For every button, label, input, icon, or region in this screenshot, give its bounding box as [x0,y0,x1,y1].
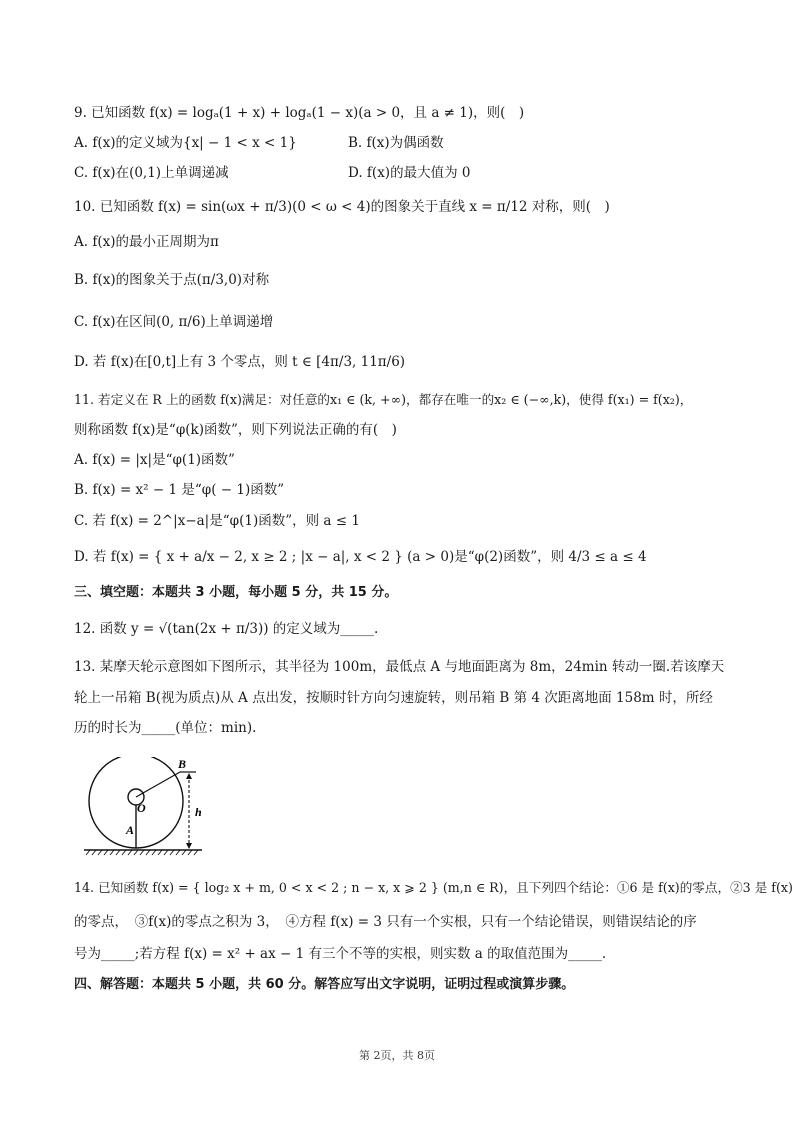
line-q12: 12. 函数 y = √(tan(2x + π/3)) 的定义域为_____. [74,621,379,637]
line-q11-c: C. 若 f(x) = 2^|x−a|是“φ(1)函数”，则 a ≤ 1 [74,513,360,529]
line-q10-c: C. f(x)在区间(0, π/6)上单调递增 [74,314,274,330]
label-a: A [126,823,135,837]
line-q11-cont: 则称函数 f(x)是“φ(k)函数”，则下列说法正确的有( ) [74,422,397,438]
line-q11-a: A. f(x) = |x|是“φ(1)函数” [74,452,235,468]
line-q10-b: B. f(x)的图象关于点(π/3,0)对称 [74,272,270,288]
line-q9-d: D. f(x)的最大值为 0 [348,165,471,181]
line-q9-c: C. f(x)在(0,1)上单调递减 [74,165,229,181]
ferris-wheel-figure [84,757,204,857]
line-q11-d: D. 若 f(x) = { x + a/x − 2, x ≥ 2 ; |x − a|, x < 2 } (a > 0)是“φ(2)函数”，则 4/3 ≤ a ≤ 4 [74,549,647,565]
line-q10: 10. 已知函数 f(x) = sin(ωx + π/3)(0 < ω < 4)的图象关于直线 x = π/12 对称，则( ) [74,199,610,215]
line-q9: 9. 已知函数 f(x) = logₐ(1 + x) + logₐ(1 − x)(a > 0，且 a ≠ 1)，则( ) [74,105,525,121]
section-answers: 四、解答题：本题共 5 小题，共 60 分。解答应写出文字说明，证明过程或演算步骤。 [74,977,575,992]
height-arrow-bottom [186,843,192,849]
line-q13-cont2: 历的时长为_____(单位：min). [74,720,257,736]
label-h: h [195,805,202,819]
line-q13-cont1: 轮上一吊箱 B(视为质点)从 A 点出发，按顺时针方向匀速旋转，则吊箱 B 第 4 次距离地面 158m 时，所经 [74,690,713,706]
line-q10-a: A. f(x)的最小正周期为π [74,234,219,250]
page-footer: 第 2页，共 8页 [359,1049,435,1062]
line-q14-cont1: 的零点， ③f(x)的零点之积为 3， ④方程 f(x) = 3 只有一个实根，只有一个结论错误，则错误结论的序 [74,914,697,930]
line-q11-b: B. f(x) = x² − 1 是“φ( − 1)函数” [74,482,285,498]
line-q9-b: B. f(x)为偶函数 [348,135,444,151]
section-fill-in: 三、填空题：本题共 3 小题，每小题 5 分，共 15 分。 [74,585,398,600]
height-arrow-top [186,773,192,779]
line-q10-d: D. 若 f(x)在[0,t]上有 3 个零点，则 t ∈ [4π/3, 11π/6) [74,354,406,370]
line-q14-cont2: 号为_____;若方程 f(x) = x² + ax − 1 有三个不等的实根，则实数 a 的取值范围为_____. [74,946,607,962]
line-q11: 11. 若定义在 R 上的函数 f(x)满足：对任意的x₁ ∈ (k, +∞)，都存在唯一的x₂ ∈ (−∞,k)，使得 f(x₁) = f(x₂)， [74,392,693,407]
label-b: B [178,757,187,771]
line-q13: 13. 某摩天轮示意图如下图所示，其半径为 100m，最低点 A 与地面距离为 8m，24min 转动一圈.若该摩天 [74,659,725,675]
line-q9-a: A. f(x)的定义域为{x| − 1 < x < 1} [74,135,297,151]
label-o: O [137,801,146,815]
radius-line [136,772,180,797]
line-q14: 14. 已知函数 f(x) = { log₂ x + m, 0 < x < 2 ; n − x, x ⩾ 2 } (m,n ∈ R)，且下列四个结论：①6 是 f(x)的零点，②3 是 f(x) [74,880,793,895]
